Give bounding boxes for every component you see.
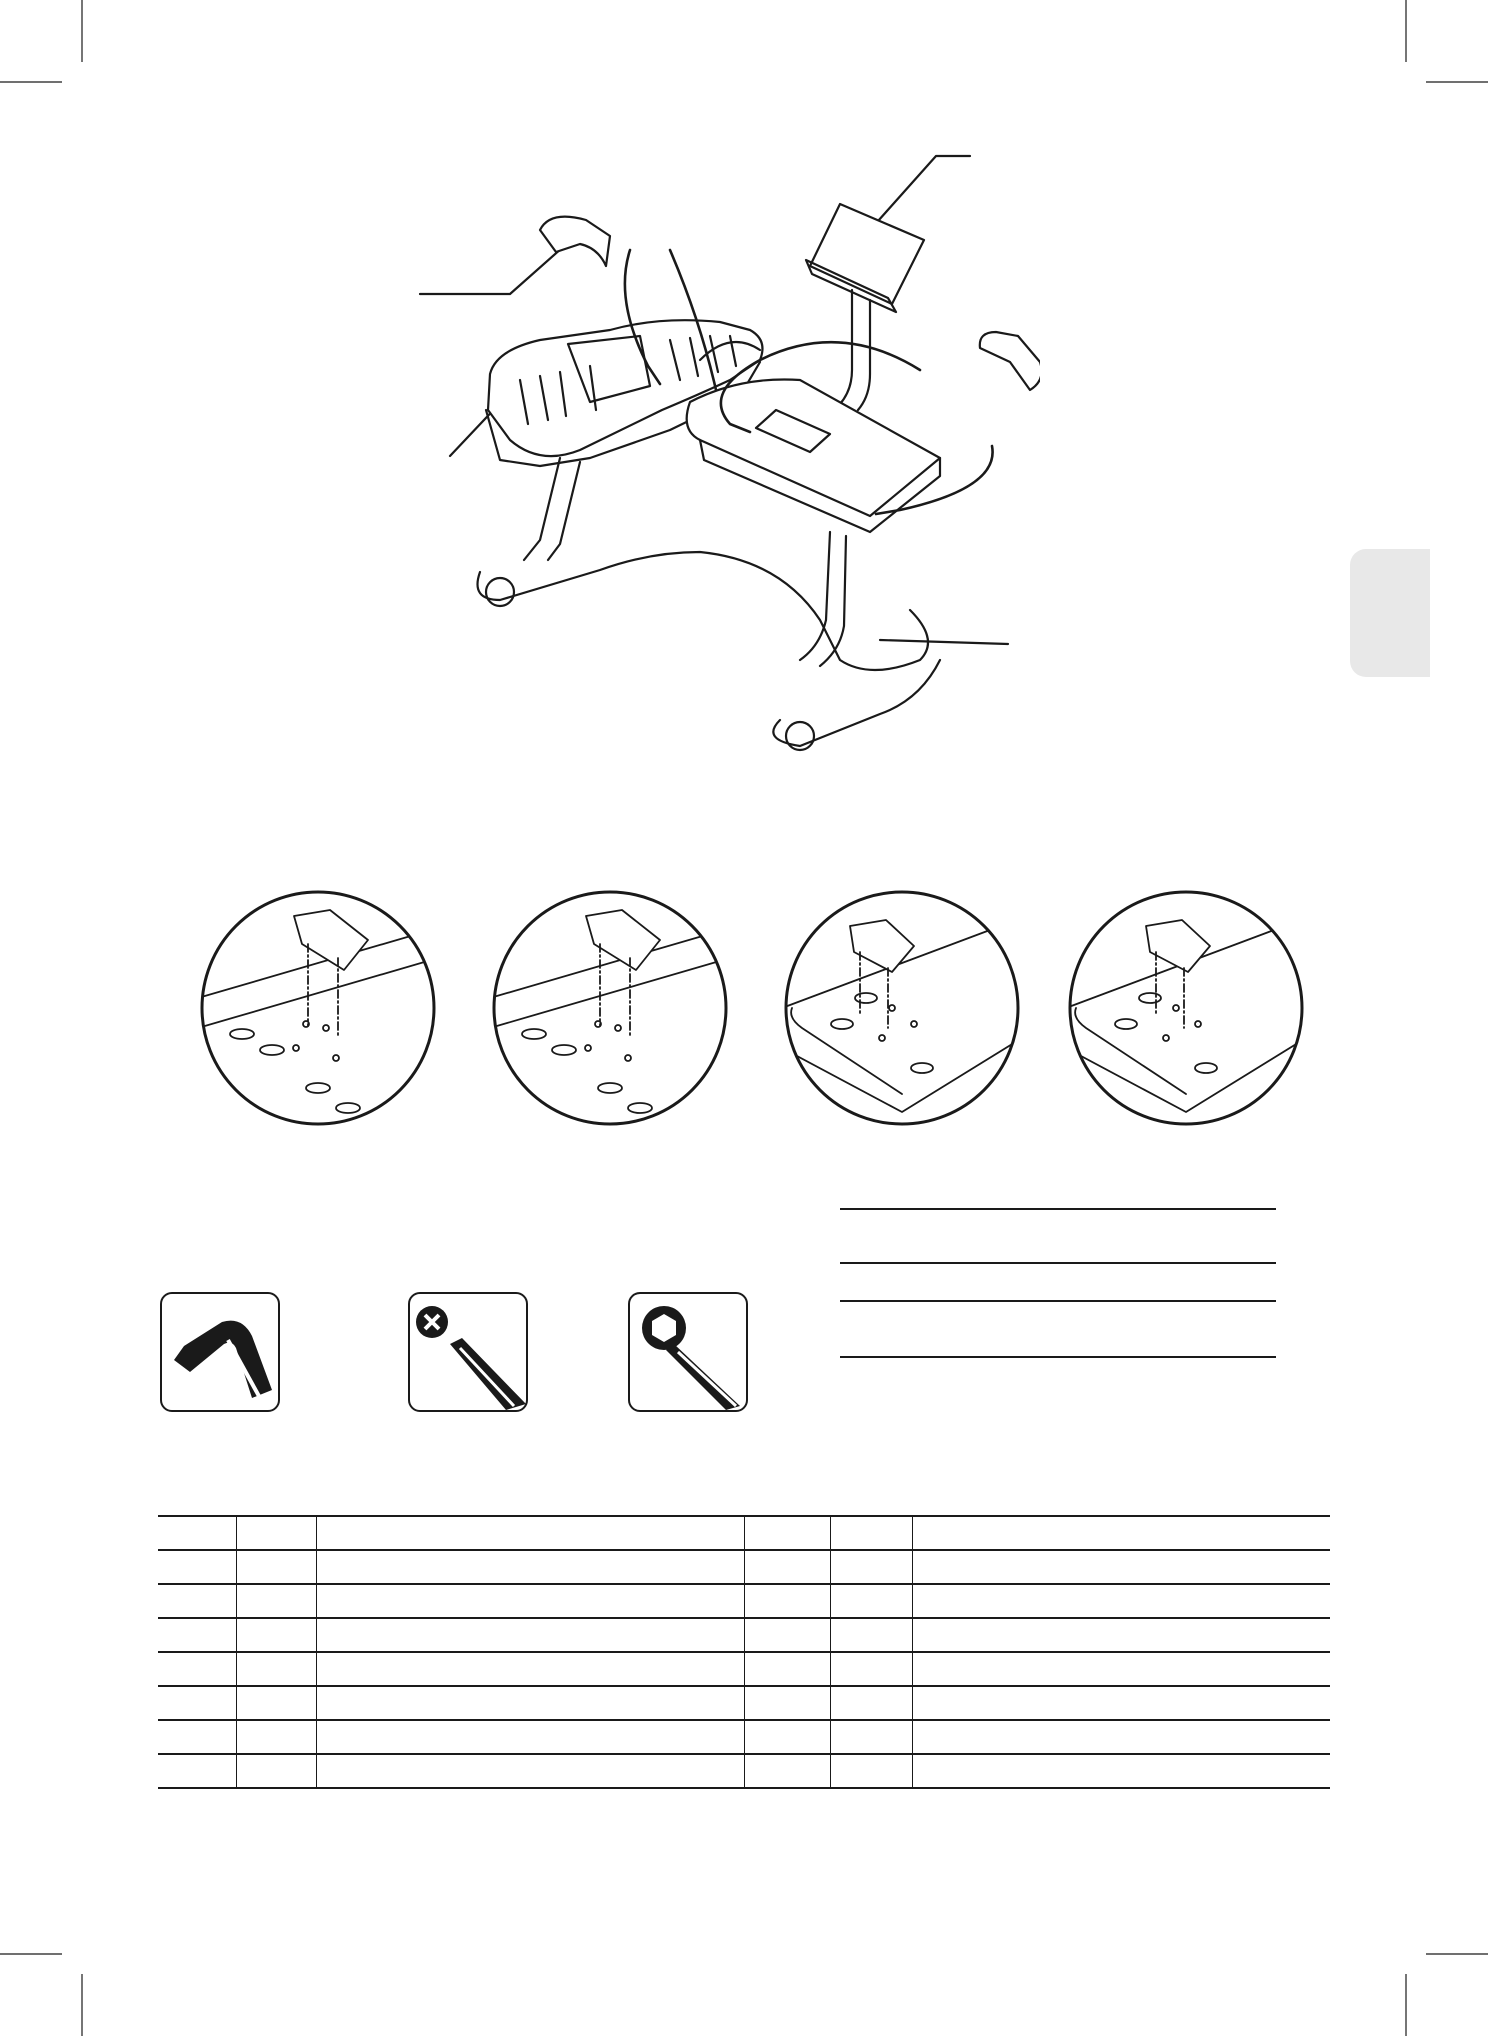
table-cell [158,1516,236,1550]
table-cell [236,1618,316,1652]
table-cell [236,1584,316,1618]
phillips-screwdriver-icon [408,1292,528,1412]
section-tab [1350,549,1430,677]
table-cell [316,1720,744,1754]
table-cell [158,1652,236,1686]
table-cell [830,1516,912,1550]
table-cell [316,1516,744,1550]
table-cell [830,1652,912,1686]
table-cell [744,1584,830,1618]
table-cell [316,1686,744,1720]
table-cell [158,1618,236,1652]
table-cell [316,1584,744,1618]
table-cell [912,1686,1330,1720]
table-cell [830,1584,912,1618]
table-cell [316,1618,744,1652]
table-cell [744,1652,830,1686]
table-cell [830,1550,912,1584]
table-cell [236,1550,316,1584]
detail-view-2 [490,888,730,1128]
table-row [158,1652,1330,1686]
note-rule-1 [840,1208,1276,1210]
table-cell [744,1686,830,1720]
allen-key-icon [160,1292,280,1412]
detail-view-1 [198,888,438,1128]
note-rule-4 [840,1356,1276,1358]
table-row [158,1618,1330,1652]
table-cell [236,1754,316,1788]
table-row [158,1686,1330,1720]
table-cell [744,1618,830,1652]
parts-table [158,1515,1330,1789]
wrench-icon [628,1292,748,1412]
table-cell [912,1550,1330,1584]
table-cell [158,1754,236,1788]
table-cell [912,1754,1330,1788]
table-cell [744,1720,830,1754]
table-cell [316,1652,744,1686]
table-cell [830,1720,912,1754]
table-row [158,1584,1330,1618]
table-row [158,1720,1330,1754]
note-rule-2 [840,1262,1276,1264]
table-cell [158,1550,236,1584]
table-cell [158,1584,236,1618]
table-cell [912,1516,1330,1550]
table-cell [912,1720,1330,1754]
table-cell [236,1686,316,1720]
detail-view-4 [1066,888,1306,1128]
table-cell [316,1754,744,1788]
note-rule-3 [840,1300,1276,1302]
table-row [158,1754,1330,1788]
table-cell [236,1720,316,1754]
table-cell [830,1686,912,1720]
main-assembly-figure [400,140,1040,780]
table-cell [158,1720,236,1754]
table-cell [830,1754,912,1788]
table-cell [236,1652,316,1686]
table-cell [158,1686,236,1720]
table-cell [830,1618,912,1652]
table-cell [316,1550,744,1584]
table-cell [744,1754,830,1788]
detail-views [198,888,1306,1128]
table-cell [912,1652,1330,1686]
table-row [158,1550,1330,1584]
table-cell [236,1516,316,1550]
table-cell [912,1584,1330,1618]
table-cell [912,1618,1330,1652]
detail-view-3 [782,888,1022,1128]
table-cell [744,1516,830,1550]
table-row [158,1516,1330,1550]
table-cell [744,1550,830,1584]
